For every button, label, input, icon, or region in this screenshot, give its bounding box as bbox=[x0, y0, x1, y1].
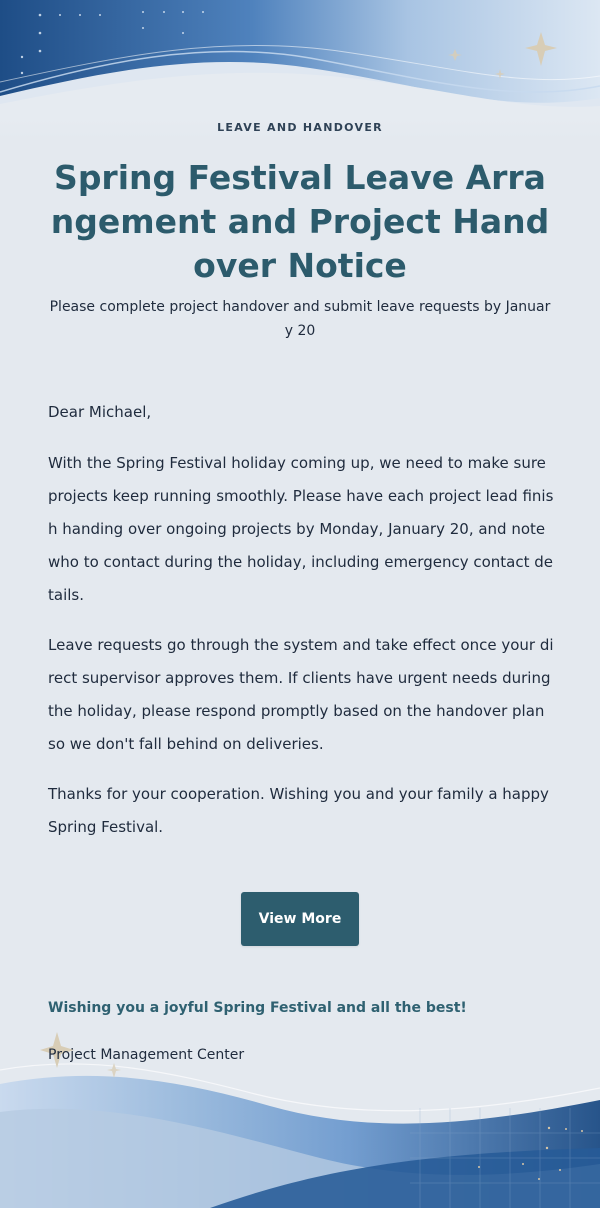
page-title: Spring Festival Leave Arrangement and Project Handover Notice bbox=[50, 158, 550, 285]
eyebrow-label: LEAVE AND HANDOVER bbox=[217, 121, 383, 134]
footer-decoration bbox=[0, 988, 600, 1208]
signature: Project Management Center bbox=[48, 1047, 245, 1063]
closing-line: Wishing you a joyful Spring Festival and all the best! bbox=[48, 1000, 467, 1016]
body-paragraph-3: Thanks for your cooperation. Wishing you and your family a happy Spring Festival. bbox=[48, 785, 549, 836]
hero-decoration bbox=[0, 0, 600, 140]
body-paragraph-2: Leave requests go through the system and take effect once your direct supervisor approves them. If clients have urgent needs during the holiday, please respond promptly based on the handover plan so we don't fall behind on deliveries. bbox=[48, 636, 554, 753]
subtitle: Please complete project handover and submit leave requests by January 20 bbox=[49, 299, 551, 339]
view-more-button[interactable]: View More bbox=[241, 892, 359, 946]
body-paragraph-1: With the Spring Festival holiday coming up, we need to make sure projects keep running smoothly. Please have each project lead finish handing over ongoing projects by Monday, January 20, and note who to contact during the holiday, including emergency contact details. bbox=[48, 454, 554, 604]
greeting: Dear Michael, bbox=[48, 403, 152, 421]
